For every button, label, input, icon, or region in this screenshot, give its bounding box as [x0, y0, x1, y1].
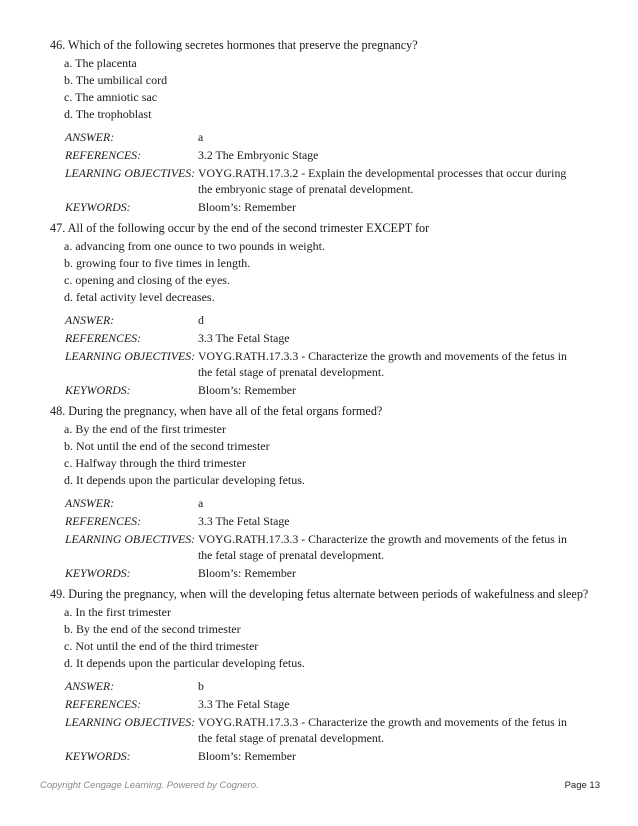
keywords-label: KEYWORDS: [65, 382, 131, 397]
question-text: 46. Which of the following secretes hormones that preserve the pregnancy? [50, 38, 418, 52]
answer-row [65, 679, 598, 695]
references-label: REFERENCES: [65, 331, 142, 345]
answer-value: b [198, 679, 204, 693]
answer-label: ANSWER: [65, 130, 115, 144]
copyright-text: Copyright Cengage Learning. Powered by Cognero. [40, 780, 259, 791]
objectives-row [65, 715, 598, 746]
references-row [65, 514, 598, 530]
keywords-row [65, 749, 598, 765]
option-a: a. advancing from one ounce to two pounds in weight. [64, 239, 325, 253]
option-b: b. The umbilical cord [64, 73, 168, 87]
option-d: d. It depends upon the particular developing fetus. [64, 656, 305, 670]
keywords-label: KEYWORDS: [65, 199, 131, 214]
question-metadata [65, 313, 598, 398]
references-row [65, 148, 598, 164]
option-a: a. By the end of the first trimester [64, 422, 226, 436]
answer-row [65, 130, 598, 146]
answer-value: a [198, 496, 204, 510]
objectives-row [65, 349, 598, 380]
answer-options [64, 604, 598, 672]
answer-row [65, 496, 598, 512]
page-number: Page 13 [564, 780, 600, 791]
question-46 [50, 37, 598, 215]
objectives-value: VOYG.RATH.17.3.2 - Explain the developmental processes that occur during the embryonic stage of prenatal development. [198, 166, 567, 196]
references-value: 3.3 The Fetal Stage [198, 331, 290, 345]
option-d: d. The trophoblast [64, 107, 152, 121]
keywords-value: Bloom’s: Remember [198, 199, 296, 214]
objectives-label: LEARNING OBJECTIVES: [65, 349, 196, 363]
option-c: c. Halfway through the third trimester [64, 456, 246, 470]
keywords-label: KEYWORDS: [65, 748, 131, 763]
objectives-row [65, 532, 598, 563]
objectives-row [65, 166, 598, 197]
page-footer [40, 780, 600, 791]
question-metadata [65, 130, 598, 215]
question-47 [50, 220, 598, 398]
question-metadata [65, 679, 598, 764]
answer-label: ANSWER: [65, 496, 115, 510]
question-text: 49. During the pregnancy, when will the developing fetus alternate between periods of wakefulness and sleep? [50, 587, 589, 601]
keywords-row [65, 566, 598, 582]
question-text: 48. During the pregnancy, when have all of the fetal organs formed? [50, 404, 383, 418]
references-row [65, 697, 598, 713]
references-value: 3.2 The Embryonic Stage [198, 148, 319, 162]
option-b: b. Not until the end of the second trimester [64, 439, 270, 453]
option-a: a. The placenta [64, 56, 137, 70]
keywords-row [65, 383, 598, 399]
question-text: 47. All of the following occur by the end of the second trimester EXCEPT for [50, 221, 430, 235]
objectives-label: LEARNING OBJECTIVES: [65, 532, 196, 546]
question-list [50, 37, 598, 769]
answer-row [65, 313, 598, 329]
answer-value: a [198, 130, 204, 144]
keywords-value: Bloom’s: Remember [198, 382, 296, 397]
objectives-label: LEARNING OBJECTIVES: [65, 166, 196, 180]
answer-value: d [198, 313, 204, 327]
answer-options [64, 421, 598, 489]
option-c: c. The amniotic sac [64, 90, 158, 104]
question-49 [50, 586, 598, 764]
objectives-value: VOYG.RATH.17.3.3 - Characterize the growth and movements of the fetus in the fetal stage of prenatal development. [198, 349, 567, 379]
question-metadata [65, 496, 598, 581]
keywords-value: Bloom’s: Remember [198, 565, 296, 580]
objectives-value: VOYG.RATH.17.3.3 - Characterize the growth and movements of the fetus in the fetal stage of prenatal development. [198, 715, 567, 745]
answer-options [64, 55, 598, 123]
option-c: c. opening and closing of the eyes. [64, 273, 230, 287]
option-d: d. It depends upon the particular developing fetus. [64, 473, 305, 487]
objectives-label: LEARNING OBJECTIVES: [65, 715, 196, 729]
option-b: b. growing four to five times in length. [64, 256, 251, 270]
references-label: REFERENCES: [65, 148, 142, 162]
answer-label: ANSWER: [65, 313, 115, 327]
option-b: b. By the end of the second trimester [64, 622, 241, 636]
keywords-row [65, 200, 598, 216]
option-a: a. In the first trimester [64, 605, 171, 619]
references-value: 3.3 The Fetal Stage [198, 514, 290, 528]
references-row [65, 331, 598, 347]
references-label: REFERENCES: [65, 514, 142, 528]
option-c: c. Not until the end of the third trimester [64, 639, 259, 653]
objectives-value: VOYG.RATH.17.3.3 - Characterize the growth and movements of the fetus in the fetal stage of prenatal development. [198, 532, 567, 562]
question-48 [50, 403, 598, 581]
option-d: d. fetal activity level decreases. [64, 290, 215, 304]
answer-options [64, 238, 598, 306]
keywords-value: Bloom’s: Remember [198, 748, 296, 763]
answer-label: ANSWER: [65, 679, 115, 693]
keywords-label: KEYWORDS: [65, 565, 131, 580]
references-value: 3.3 The Fetal Stage [198, 697, 290, 711]
references-label: REFERENCES: [65, 697, 142, 711]
